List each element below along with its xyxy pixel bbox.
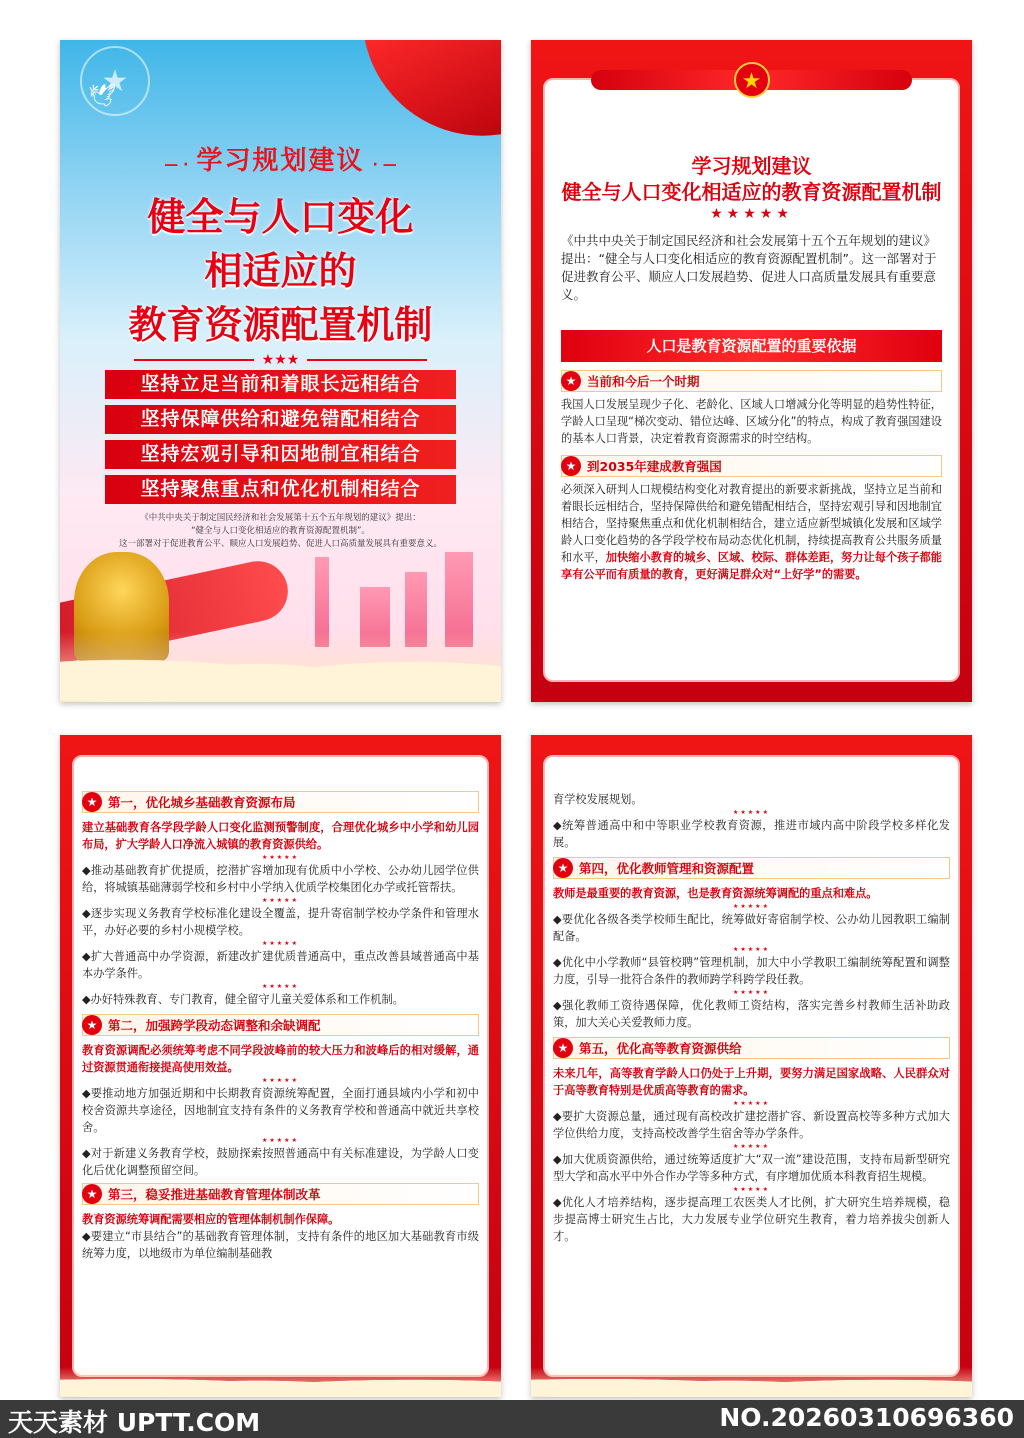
stars-divider: ★★★★★ [262, 897, 299, 904]
measure-item: ◆优化中小学教师“县管校聘”管理机制，加大中小学教职工编制统筹配置和调整力度，引导一批符合条件的教师跨学科跨学段任教。 [553, 956, 950, 986]
stars-divider: ★★★★★ [733, 903, 770, 910]
note-line: “健全与人口变化相适应的教育资源配置机制”。 [191, 526, 370, 536]
principle-bar: 坚持立足当前和着眼长远相结合 [105, 370, 456, 399]
poster-measures-1 [60, 735, 501, 1397]
section-heading-text: 第二，加强跨学段动态调整和余缺调配 [108, 1018, 321, 1033]
star-icon: ★ [82, 1184, 102, 1204]
star-icon: ★ [82, 1015, 102, 1035]
emblem-icon: ★ [80, 46, 150, 116]
principle-bar: 坚持保障供给和避免错配相结合 [105, 405, 456, 434]
clouds-decoration [60, 1367, 501, 1397]
section-heading [82, 1183, 479, 1205]
title-line: 教育资源配置机制 [128, 303, 433, 347]
measure-item: ◆统筹普通高中和中等职业学校教育资源，推进市域内高中阶段学校多样化发展。 [553, 819, 950, 849]
principle-bar: 坚持聚焦重点和优化机制相结合 [105, 475, 456, 504]
stars-divider: ★★★★★ [710, 206, 793, 222]
key-paragraph: 教师是最重要的教育资源，也是教育资源统筹调配的重点和难点。 [553, 887, 878, 900]
star-icon: ★ [553, 858, 573, 878]
intro-paragraph: 《中共中央关于制定国民经济和社会发展第十五个五年规划的建议》提出：“健全与人口变化相适应的教育资源配置机制”。这一部署对于促进教育公平、顺应人口发展趋势、促进人口高质量发展具有重要意义。 [561, 233, 937, 302]
measure-item: ◆对于新建义务教育学校，鼓励探索按照普通高中有关标准建设，为学龄人口变化后优化调整预留空间。 [82, 1147, 479, 1177]
stars-divider: ★★★★★ [733, 1186, 770, 1193]
stars-text: ★★★ [261, 352, 300, 368]
watermark-footer [0, 1400, 1024, 1438]
section-banner: 人口是教育资源配置的重要依据 [561, 330, 942, 362]
poster-body [561, 330, 942, 583]
measure-item: 育学校发展规划。 [553, 793, 643, 806]
stars-divider: ★★★★★ [262, 1077, 299, 1084]
section-heading-text: 第一，优化城乡基础教育资源布局 [108, 795, 296, 810]
subtitle-text: 学习规划建议 [196, 146, 365, 176]
poster-cover [60, 40, 501, 702]
dove-icon: 🕊 [88, 84, 116, 109]
stars-divider: ★★★★★ [262, 983, 299, 990]
section-heading [561, 370, 942, 392]
stars-divider: ★★★★★ [733, 1100, 770, 1107]
decor-right: · — [372, 157, 397, 173]
star-icon: ★ [82, 792, 102, 812]
star-icon: ★ [561, 456, 581, 476]
section-heading [553, 857, 950, 879]
title-line: 健全与人口变化 [147, 195, 414, 239]
clouds-decoration [60, 632, 501, 702]
stars-divider: ★★★★★ [262, 1137, 299, 1144]
section-heading-text: 当前和今后一个时期 [587, 374, 700, 389]
star-icon: ★ [561, 371, 581, 391]
section-heading-text: 第四，优化教师管理和资源配置 [579, 861, 755, 876]
section-heading-text: 第五，优化高等教育资源供给 [579, 1041, 742, 1056]
measure-item: ◆逐步实现义务教育学校标准化建设全覆盖，提升寄宿制学校办学条件和管理水平，办好必要的乡村小规模学校。 [82, 907, 479, 937]
section-heading [82, 1014, 479, 1036]
measure-item: ◆加大优质资源供给，通过统筹适度扩大“双一流”建设范围，支持布局新型研究型大学和高水平中外合作办学等多种方式，有序增加优质本科教育招生规模。 [553, 1153, 950, 1183]
poster-note [100, 512, 461, 551]
stars-divider [60, 352, 501, 368]
stars-divider: ★★★★★ [733, 946, 770, 953]
section-paragraph: 我国人口发展呈现少子化、老龄化、区域人口增减分化等明显的趋势性特征，学龄人口呈现“梯次变动、错位达峰、区域分化”的特点，构成了教育强国建设的基本人口背景，决定着教育资源需求的时空结构。 [561, 398, 942, 445]
measure-item: ◆要建立“市县结合”的基础教育管理体制，支持有条件的地区加大基础教育市级统筹力度，以地级市为单位编制基础教 [82, 1230, 479, 1260]
stars-divider: ★★★★★ [262, 854, 299, 861]
stars-divider: ★★★★★ [733, 809, 770, 816]
measure-item: ◆扩大普通高中办学资源，新建改扩建优质普通高中，重点改善县域普通高中基本办学条件。 [82, 950, 479, 980]
star-icon: ★ [553, 1038, 573, 1058]
poster-intro [531, 40, 972, 702]
flag-banner [591, 62, 912, 94]
title-line: 相适应的 [204, 249, 357, 293]
stars-divider: ★★★★★ [733, 1143, 770, 1150]
note-line: 这一部署对于促进教育公平、顺应人口发展趋势、促进人口高质量发展具有重要意义。 [118, 539, 442, 549]
measure-item: ◆要扩大资源总量，通过现有高校改扩建挖潜扩容、新设置高校等多种方式加大学位供给力度，支持高校改善学生宿舍等办学条件。 [553, 1110, 950, 1140]
decor-left: — · [164, 157, 189, 173]
key-paragraph: 建立基础教育各学段学龄人口变化监测预警制度，合理优化城乡中小学和幼儿园布局，扩大学龄人口净流入城镇的教育资源供给。 [82, 821, 479, 851]
star-icon: ★ [734, 62, 770, 98]
poster-measures-2 [531, 735, 972, 1397]
stars-divider: ★★★★★ [733, 989, 770, 996]
key-paragraph: 教育资源统筹调配需要相应的管理体制机制作保障。 [82, 1213, 340, 1226]
key-paragraph: 未来几年，高等教育学龄人口仍处于上升期，要努力满足国家战略、人民群众对于高等教育特别是优质高等教育的需求。 [553, 1067, 950, 1097]
measure-item: ◆要优化各级各类学校师生配比，统筹做好寄宿制学校、公办幼儿园教职工编制配备。 [553, 913, 950, 943]
poster-body [553, 791, 950, 1245]
section-heading [553, 1037, 950, 1059]
poster-title: 健全与人口变化相适应的教育资源配置机制 [561, 180, 942, 204]
section-paragraph [561, 481, 942, 583]
section-heading-text: 第三，稳妥推进基础教育管理体制改革 [108, 1187, 321, 1202]
measure-item: ◆要推动地方加强近期和中长期教育资源统筹配置，全面打通县域内小学和初中校舍资源共享途径，因地制宜支持有条件的义务教育学校和普通高中就近共享校舍。 [82, 1087, 479, 1134]
poster-subtitle [60, 140, 501, 177]
poster-kicker: 学习规划建议 [691, 154, 812, 178]
clouds-decoration [531, 1367, 972, 1397]
asset-number: NO.20260310696360 [719, 1403, 1014, 1432]
measure-item: ◆推动基础教育扩优提质，挖潜扩容增加现有优质中小学校、公办幼儿园学位供给，将城镇基础薄弱学校和乡村中小学纳入优质学校集团化办学或托管帮扶。 [82, 864, 479, 894]
measure-item: ◆优化人才培养结构，逐步提高理工农医类人才比例，扩大研究生培养规模，稳步提高博士研究生占比，大力发展专业学位研究生教育，着力培养拔尖创新人才。 [553, 1196, 950, 1243]
measure-item: ◆强化教师工资待遇保障，优化教师工资结构，落实完善乡村教师生活补助政策，加大关心关爱教师力度。 [553, 999, 950, 1029]
principle-bar: 坚持宏观引导和因地制宜相结合 [105, 440, 456, 469]
stars-divider: ★★★★★ [262, 940, 299, 947]
poster-body [82, 791, 479, 1262]
section-heading-text: 到2035年建成教育强国 [587, 459, 722, 474]
site-watermark[interactable]: 天天素材 UPTT.COM [8, 1408, 261, 1437]
paragraph-text: 必须深入研判人口规模结构变化对教育提出的新要求新挑战，坚持立足当前和着眼长远相结合，坚持保障供给和避免错配相结合，坚持宏观引导和因地制宜相结合，坚持聚焦重点和优化机制相结合，建立适应新型城镇化发展和区域学龄人口变化趋势的各学段学校布局动态优化机制，持续提高教育公共服务质量和水平， [561, 483, 942, 564]
key-paragraph: 教育资源调配必须统筹考虑不同学段波峰前的较大压力和波峰后的相对缓解，通过资源贯通衔接提高使用效益。 [82, 1044, 479, 1074]
section-heading [561, 455, 942, 477]
measure-item: ◆办好特殊教育、专门教育，健全留守儿童关爱体系和工作机制。 [82, 993, 404, 1006]
section-heading [82, 791, 479, 813]
poster-title [60, 190, 501, 352]
principle-bars [105, 370, 456, 510]
note-line: 《中共中央关于制定国民经济和社会发展第十五个五年规划的建议》提出： [140, 513, 421, 523]
paragraph-highlight: 加快缩小教育的城乡、区域、校际、群体差距，努力让每个孩子都能享有公平而有质量的教育，更好满足群众对“上好学”的需要。 [561, 551, 942, 581]
